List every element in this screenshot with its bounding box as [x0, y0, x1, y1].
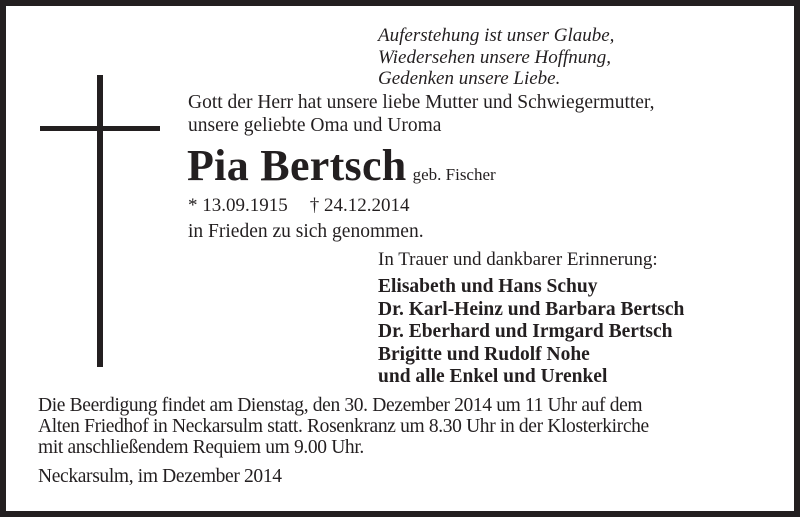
mourner-item: Dr. Eberhard und Irmgard Bertsch	[378, 321, 673, 342]
intro-text	[188, 92, 655, 137]
obituary-notice	[6, 6, 794, 511]
mourning-line: In Trauer und dankbarer Erinnerung:	[378, 249, 658, 270]
death-date: † 24.12.2014	[309, 195, 410, 216]
intro-line: unsere geliebte Oma und Uroma	[188, 114, 442, 136]
cross-vertical-bar	[97, 75, 103, 367]
motto-verse	[378, 25, 614, 90]
funeral-line: mit anschließendem Requiem um 9.00 Uhr.	[38, 437, 364, 458]
motto-line: Wiedersehen unsere Hoffnung,	[378, 46, 612, 68]
funeral-line: Alten Friedhof in Neckarsulm statt. Rosenkranz um 8.30 Uhr in der Klosterkirche	[38, 416, 649, 437]
mourner-item: Brigitte und Rudolf Nohe	[378, 343, 590, 365]
motto-line: Auferstehung ist unser Glaube,	[378, 25, 615, 46]
cross-horizontal-bar	[40, 126, 160, 131]
mourner-item: und alle Enkel und Urenkel	[378, 366, 608, 387]
taken-line: in Frieden zu sich genommen.	[188, 221, 424, 242]
motto-line: Gedenken unsere Liebe.	[378, 68, 561, 89]
place-and-date: Neckarsulm, im Dezember 2014	[38, 466, 282, 487]
mourner-item: Elisabeth und Hans Schuy	[378, 276, 598, 297]
intro-line: Gott der Herr hat unsere liebe Mutter und Schwiegermutter,	[188, 92, 655, 113]
funeral-details	[38, 395, 649, 458]
funeral-line: Die Beerdigung findet am Dienstag, den 30. Dezember 2014 um 11 Uhr auf dem	[38, 395, 643, 416]
birth-date: * 13.09.1915	[188, 195, 288, 216]
maiden-name: geb. Fischer	[412, 165, 496, 184]
deceased-name: Pia Bertsch	[187, 141, 407, 190]
mourners-list	[378, 276, 684, 389]
deceased-name-row	[187, 140, 496, 191]
life-dates	[188, 195, 410, 217]
mourner-item: Dr. Karl-Heinz und Barbara Bertsch	[378, 298, 685, 320]
